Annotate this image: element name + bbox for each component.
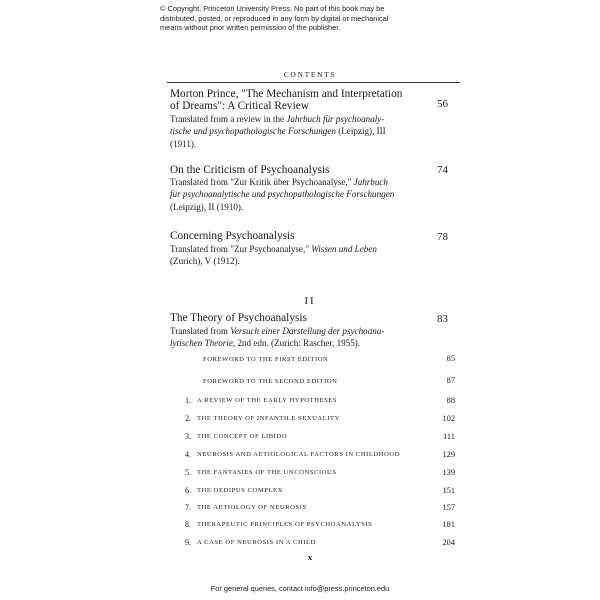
book-page (145, 50, 475, 580)
chapter-number: 9. (185, 538, 191, 547)
chapter-number: 4. (185, 450, 191, 459)
contents-heading: CONTENTS (283, 70, 337, 79)
chapter-label: THE CONCEPT OF LIBIDO (197, 433, 288, 440)
chapter-label: THE AETIOLOGY OF NEUROSIS (197, 504, 307, 511)
chapter-page-number: 181 (442, 520, 455, 529)
entry-description: Translated from Versuch einer Darstellung der psychoana- lytischen Theorie, 2nd edn. (Zurich: Rascher, 1955). (170, 326, 385, 349)
chapter-page-number: 111 (443, 432, 455, 441)
chapter-label: THERAPEUTIC PRINCIPLES OF PSYCHOANALYSIS (197, 521, 373, 528)
chapter-page-number: 102 (442, 414, 455, 423)
entry-title: Morton Prince, "The Mechanism and Interpretation of Dreams": A Critical Review (170, 88, 403, 112)
heading-rule (167, 82, 460, 83)
foreword-page-number: 85 (446, 354, 455, 363)
entry-title: Concerning Psychoanalysis (170, 230, 295, 242)
part-numeral: II (304, 295, 316, 307)
chapter-number: 6. (185, 486, 191, 495)
foreword-label: FOREWORD TO THE SECOND EDITION (203, 378, 338, 385)
entry-title: On the Criticism of Psychoanalysis (170, 164, 330, 176)
chapter-page-number: 157 (442, 503, 455, 512)
foreword-label: FOREWORD TO THE FIRST EDITION (203, 356, 329, 363)
copyright-line: © Copyright, Princeton University Press. No part of this book may be (160, 4, 385, 13)
entry-page-number: 56 (437, 98, 448, 110)
entry-page-number: 83 (437, 313, 448, 325)
copyright-line: means without prior written permission of the publisher. (160, 23, 341, 33)
chapter-label: A REVIEW OF THE EARLY HYPOTHESES (197, 397, 338, 404)
chapter-label: THE OEDIPUS COMPLEX (197, 487, 283, 494)
chapter-number: 2. (185, 414, 191, 423)
chapter-label: THE FANTASIES OF THE UNCONSCIOUS (197, 469, 337, 476)
chapter-page-number: 139 (442, 468, 455, 477)
chapter-page-number: 129 (442, 450, 455, 459)
foreword-page-number: 87 (446, 376, 455, 385)
chapter-number: 7. (185, 503, 191, 512)
chapter-number: 8. (185, 520, 191, 529)
entry-description: Translated from a review in the Jahrbuch für psychoanaly- tische und psychopathologische Forschungen (Leipzig), III (1911). (170, 114, 386, 149)
copyright-notice (160, 4, 450, 33)
chapter-page-number: 88 (446, 396, 455, 405)
entry-page-number: 78 (437, 231, 448, 243)
chapter-number: 3. (185, 432, 191, 441)
entry-title: The Theory of Psychoanalysis (170, 312, 307, 324)
copyright-line: distributed, posted, or reproduced in any form by digital or mechanical (160, 13, 389, 23)
page-number: x (307, 552, 313, 562)
chapter-page-number: 151 (442, 486, 455, 495)
chapter-number: 5. (185, 468, 191, 477)
chapter-label: NEUROSIS AND AETIOLOGICAL FACTORS IN CHILDHOOD (197, 451, 401, 458)
chapter-number: 1. (185, 396, 191, 405)
entry-description: Translated from "Zur Psychoanalyse," Wissen und Leben (Zurich), V (1912). (170, 244, 377, 267)
entry-page-number: 74 (437, 164, 448, 176)
footer-contact: For general queries, contact info@press.princeton.edu (210, 584, 390, 593)
chapter-page-number: 204 (442, 538, 455, 547)
entry-description: Translated from "Zur Kritik über Psychoanalyse," Jahrbuch für psychoanalytische und psychopathologische Forschungen (Leipzig), II (1910). (170, 177, 395, 212)
chapter-label: THE THEORY OF INFANTILE SEXUALITY (197, 415, 340, 422)
chapter-label: A CASE OF NEUROSIS IN A CHILD (197, 539, 316, 546)
